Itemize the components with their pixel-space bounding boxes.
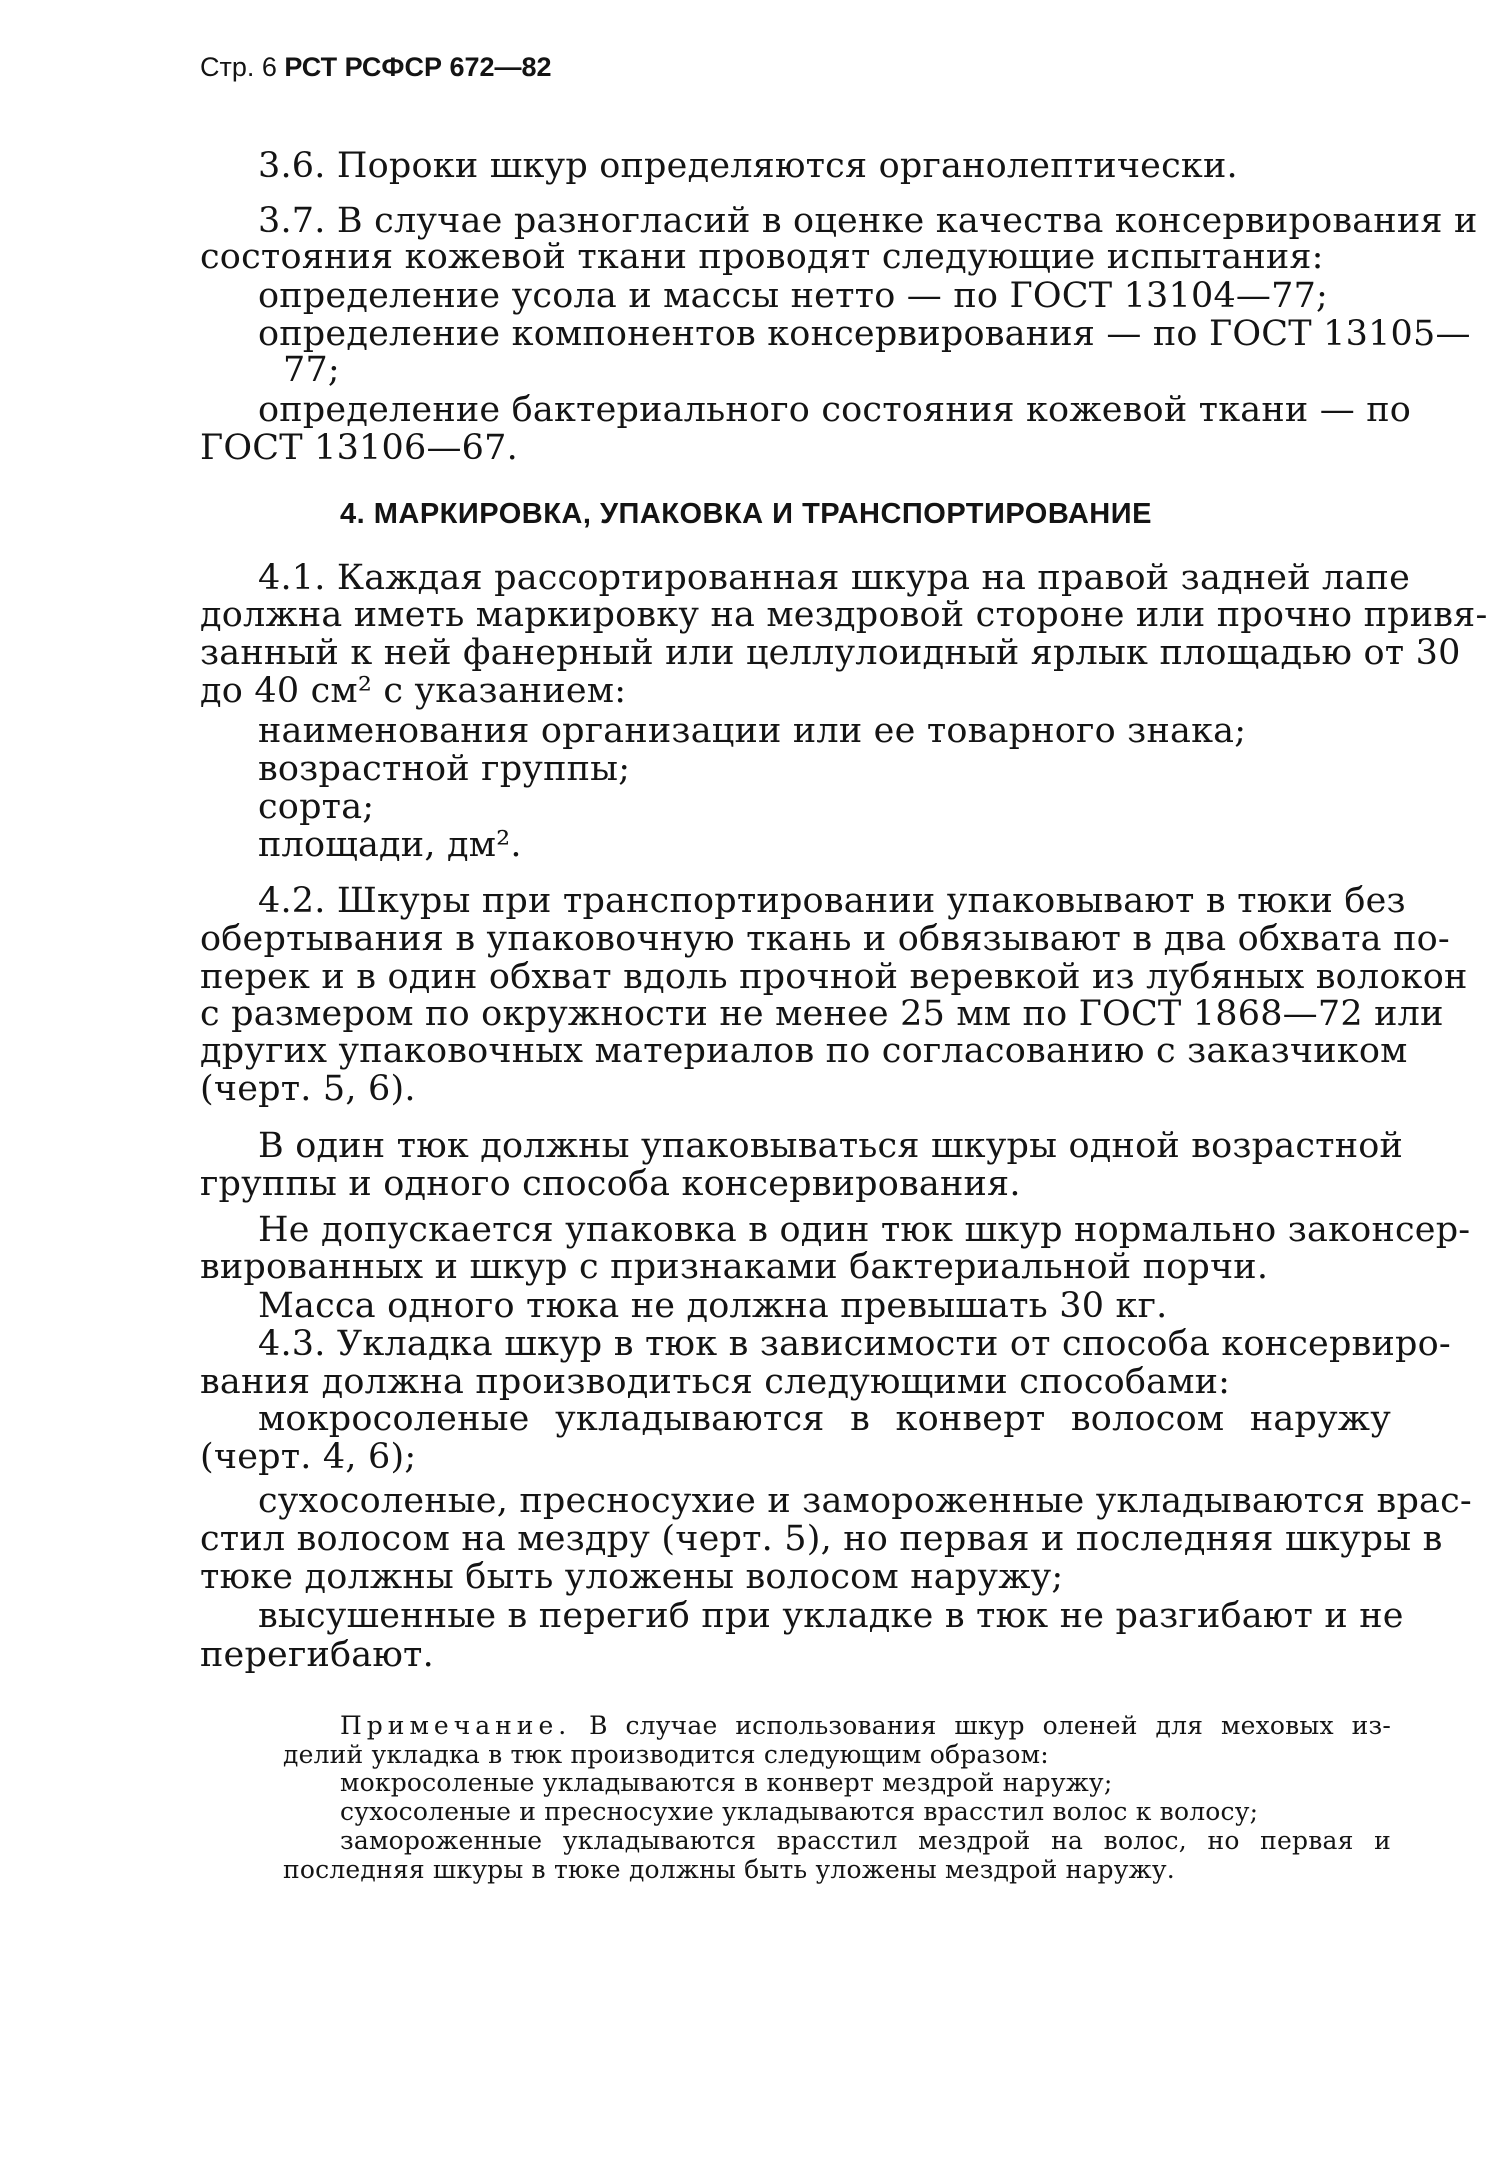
note-line-1-text: В случае использования шкур оленей для меховых из- bbox=[589, 1711, 1391, 1740]
test-item-1: определение усола и массы нетто — по ГОСТ 13104—77; bbox=[258, 276, 1329, 316]
paragraph-4-1-line-4: до 40 см² с указанием: bbox=[200, 671, 627, 711]
packing-method-2-line-3: тюке должны быть уложены волосом наружу; bbox=[200, 1557, 1064, 1597]
note-line-5: замороженные укладываются врасстил мездрой на волос, но первая и bbox=[340, 1826, 1391, 1855]
test-item-2: определение компонентов консервирования — по ГОСТ 13105— bbox=[258, 314, 1471, 354]
marking-item-1: наименования организации или ее товарного знака; bbox=[258, 711, 1247, 751]
paragraph-3-7-line-1: 3.7. В случае разногласий в оценке качества консервирования и bbox=[258, 201, 1478, 241]
note-line-6: последняя шкуры в тюке должны быть уложены мездрой наружу. bbox=[283, 1855, 1175, 1884]
paragraph-3-6: 3.6. Пороки шкур определяются органолептически. bbox=[258, 146, 1238, 186]
page-number: Стр. 6 bbox=[200, 52, 277, 82]
packing-method-1-line-1: мокросоленые укладываются в конверт волосом наружу bbox=[258, 1399, 1391, 1439]
paragraph-4-3-line-1: 4.3. Укладка шкур в тюк в зависимости от способа консервиро- bbox=[258, 1324, 1451, 1364]
marking-item-4: площади, дм². bbox=[258, 825, 522, 865]
note-line-2: делий укладка в тюк производится следующим образом: bbox=[283, 1740, 1049, 1769]
paragraph-4-2-line-4: с размером по окружности не менее 25 мм по ГОСТ 1868—72 или bbox=[200, 994, 1444, 1034]
paragraph-4-2b-line-1: В один тюк должны упаковываться шкуры одной возрастной bbox=[258, 1126, 1404, 1166]
marking-item-3: сорта; bbox=[258, 787, 375, 827]
paragraph-4-2c-line-1: Не допускается упаковка в один тюк шкур нормально законсер- bbox=[258, 1210, 1471, 1250]
paragraph-4-2d: Масса одного тюка не должна превышать 30 кг. bbox=[258, 1286, 1168, 1326]
paragraph-4-1-line-3: занный к ней фанерный или целлулоидный ярлык площадью от 30 bbox=[200, 633, 1461, 673]
standard-id: РСТ РСФСР 672—82 bbox=[284, 52, 552, 82]
paragraph-4-2c-line-2: вированных и шкур с признаками бактериальной порчи. bbox=[200, 1247, 1269, 1287]
marking-item-2: возрастной группы; bbox=[258, 749, 631, 789]
paragraph-4-2-line-6: (черт. 5, 6). bbox=[200, 1069, 416, 1109]
paragraph-4-2-line-2: обертывания в упаковочную ткань и обвязывают в два обхвата по- bbox=[200, 919, 1450, 959]
paragraph-4-2b-line-2: группы и одного способа консервирования. bbox=[200, 1164, 1021, 1204]
note-label: Примечание. bbox=[340, 1711, 572, 1740]
note-line-4: сухосоленые и пресносухие укладываются врасстил волос к волосу; bbox=[340, 1797, 1259, 1826]
note-line-3: мокросоленые укладываются в конверт мездрой наружу; bbox=[340, 1768, 1113, 1797]
section-4-title: 4. МАРКИРОВКА, УПАКОВКА И ТРАНСПОРТИРОВАНИЕ bbox=[340, 498, 1152, 530]
test-item-2-cont: 77; bbox=[283, 350, 340, 390]
packing-method-1-line-2: (черт. 4, 6); bbox=[200, 1437, 417, 1477]
packing-method-2-line-2: стил волосом на мездру (черт. 5), но первая и последняя шкуры в bbox=[200, 1519, 1443, 1559]
paragraph-4-2-line-1: 4.2. Шкуры при транспортировании упаковывают в тюки без bbox=[258, 881, 1406, 921]
paragraph-4-1-line-2: должна иметь маркировку на мездровой стороне или прочно привя- bbox=[200, 595, 1488, 635]
paragraph-3-7-line-2: состояния кожевой ткани проводят следующие испытания: bbox=[200, 237, 1324, 277]
paragraph-4-2-line-3: перек и в один обхват вдоль прочной веревкой из лубяных волокон bbox=[200, 957, 1468, 997]
packing-method-2-line-1: сухосоленые, пресносухие и замороженные укладываются врас- bbox=[258, 1481, 1472, 1521]
note-line-1 bbox=[340, 1711, 1391, 1740]
packing-method-3-line-2: перегибают. bbox=[200, 1635, 434, 1675]
packing-method-3-line-1: высушенные в перегиб при укладке в тюк не разгибают и не bbox=[258, 1596, 1404, 1636]
paragraph-4-3-line-2: вания должна производиться следующими способами: bbox=[200, 1362, 1231, 1402]
running-header bbox=[200, 50, 552, 84]
paragraph-4-2-line-5: других упаковочных материалов по согласованию с заказчиком bbox=[200, 1031, 1408, 1071]
paragraph-4-1-line-1: 4.1. Каждая рассортированная шкура на правой задней лапе bbox=[258, 558, 1410, 598]
test-item-3-cont: ГОСТ 13106—67. bbox=[200, 428, 518, 468]
test-item-3: определение бактериального состояния кожевой ткани — по bbox=[258, 390, 1412, 430]
